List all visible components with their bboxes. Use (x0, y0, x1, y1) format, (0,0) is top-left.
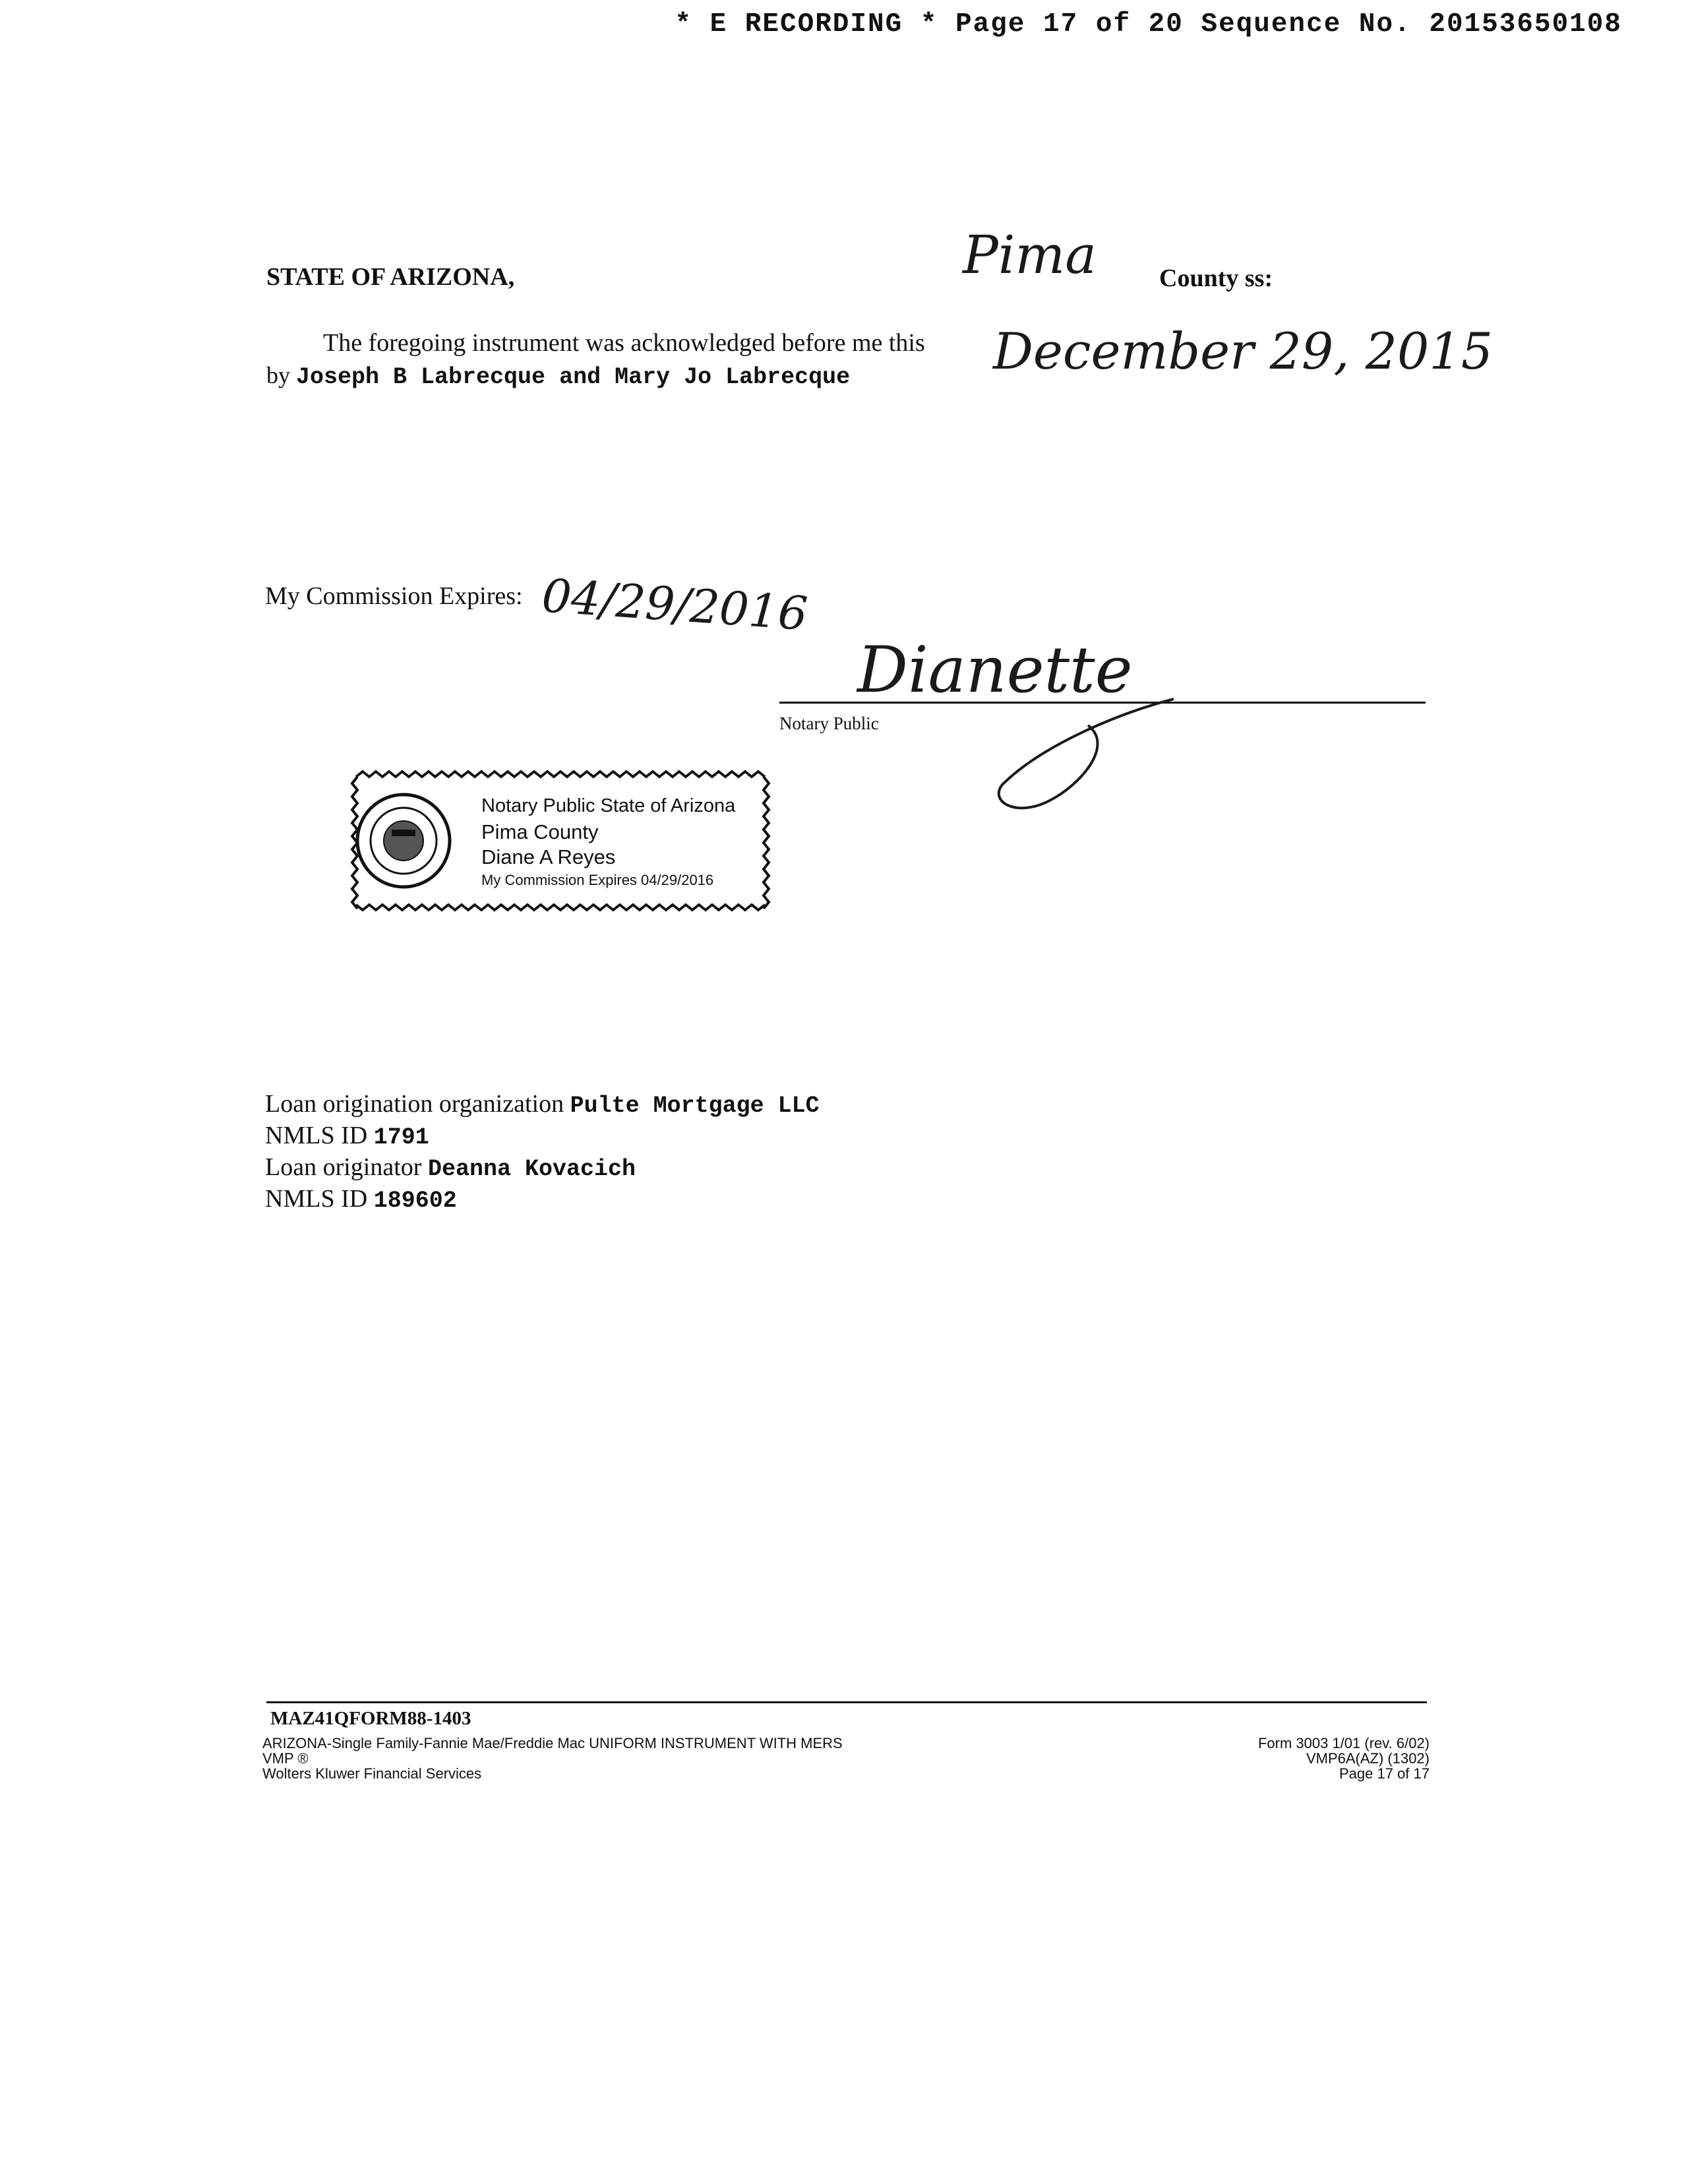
commission-date-handwritten: 04/29/2016 (540, 568, 810, 642)
recording-header: * E RECORDING * Page 17 of 20 Sequence No. 20153650108 (675, 9, 1622, 40)
seal-line-4: My Commission Expires 04/29/2016 (481, 872, 714, 888)
signers-names: Joseph B Labrecque and Mary Jo Labrecque (296, 364, 851, 390)
county-handwritten: Pima (963, 224, 1097, 286)
footer-right-line-1: Form 3003 1/01 (rev. 6/02) (1257, 1735, 1430, 1751)
loan-originator-line (265, 1153, 636, 1182)
nmls-id-originator-label: NMLS ID (265, 1185, 368, 1213)
by-label: by (266, 362, 290, 388)
loan-originator-value: Deanna Kovacich (427, 1156, 636, 1182)
nmls-id-org-line (265, 1121, 429, 1151)
footer-left-line-2: VMP ® (262, 1750, 309, 1767)
signers-line (266, 361, 850, 390)
seal-line-3: Diane A Reyes (481, 845, 616, 868)
footer-form-code: MAZ41QFORM88-1403 (270, 1708, 471, 1729)
footer-right-line-2: VMP6A(AZ) (1302) (1306, 1750, 1430, 1767)
date-handwritten: December 29, 2015 (993, 322, 1493, 380)
loan-originator-label: Loan originator (265, 1153, 422, 1181)
notary-seal-stamp (349, 769, 771, 913)
loan-org-value: Pulte Mortgage LLC (570, 1093, 820, 1119)
footer-rule (266, 1701, 1427, 1703)
nmls-id-originator-line (265, 1184, 457, 1214)
footer-left-line-3: Wolters Kluwer Financial Services (262, 1765, 482, 1782)
footer-left-line-1: ARIZONA-Single Family-Fannie Mae/Freddie Mac UNIFORM INSTRUMENT WITH MERS (262, 1735, 843, 1751)
footer-right-block (1258, 1736, 1430, 1781)
seal-line-2: Pima County (481, 820, 599, 843)
nmls-id-org-value: 1791 (373, 1124, 429, 1151)
notary-public-label: Notary Public (779, 713, 879, 733)
commission-label: My Commission Expires: (265, 582, 523, 610)
loan-org-line (265, 1089, 820, 1119)
state-label: STATE OF ARIZONA, (266, 263, 515, 291)
nmls-id-org-label: NMLS ID (265, 1122, 368, 1149)
seal-line-1: Notary Public State of Arizona (481, 795, 736, 816)
footer-left-block (262, 1736, 843, 1781)
foregoing-text: The foregoing instrument was acknowledged before me this (323, 329, 925, 357)
county-label: County ss: (1159, 264, 1273, 292)
loan-org-label: Loan origination organization (265, 1090, 564, 1118)
notary-signature: Dianette (857, 633, 1133, 707)
signature-flourish (989, 686, 1187, 818)
nmls-id-originator-value: 189602 (373, 1188, 457, 1214)
footer-right-line-3: Page 17 of 17 (1339, 1765, 1430, 1782)
